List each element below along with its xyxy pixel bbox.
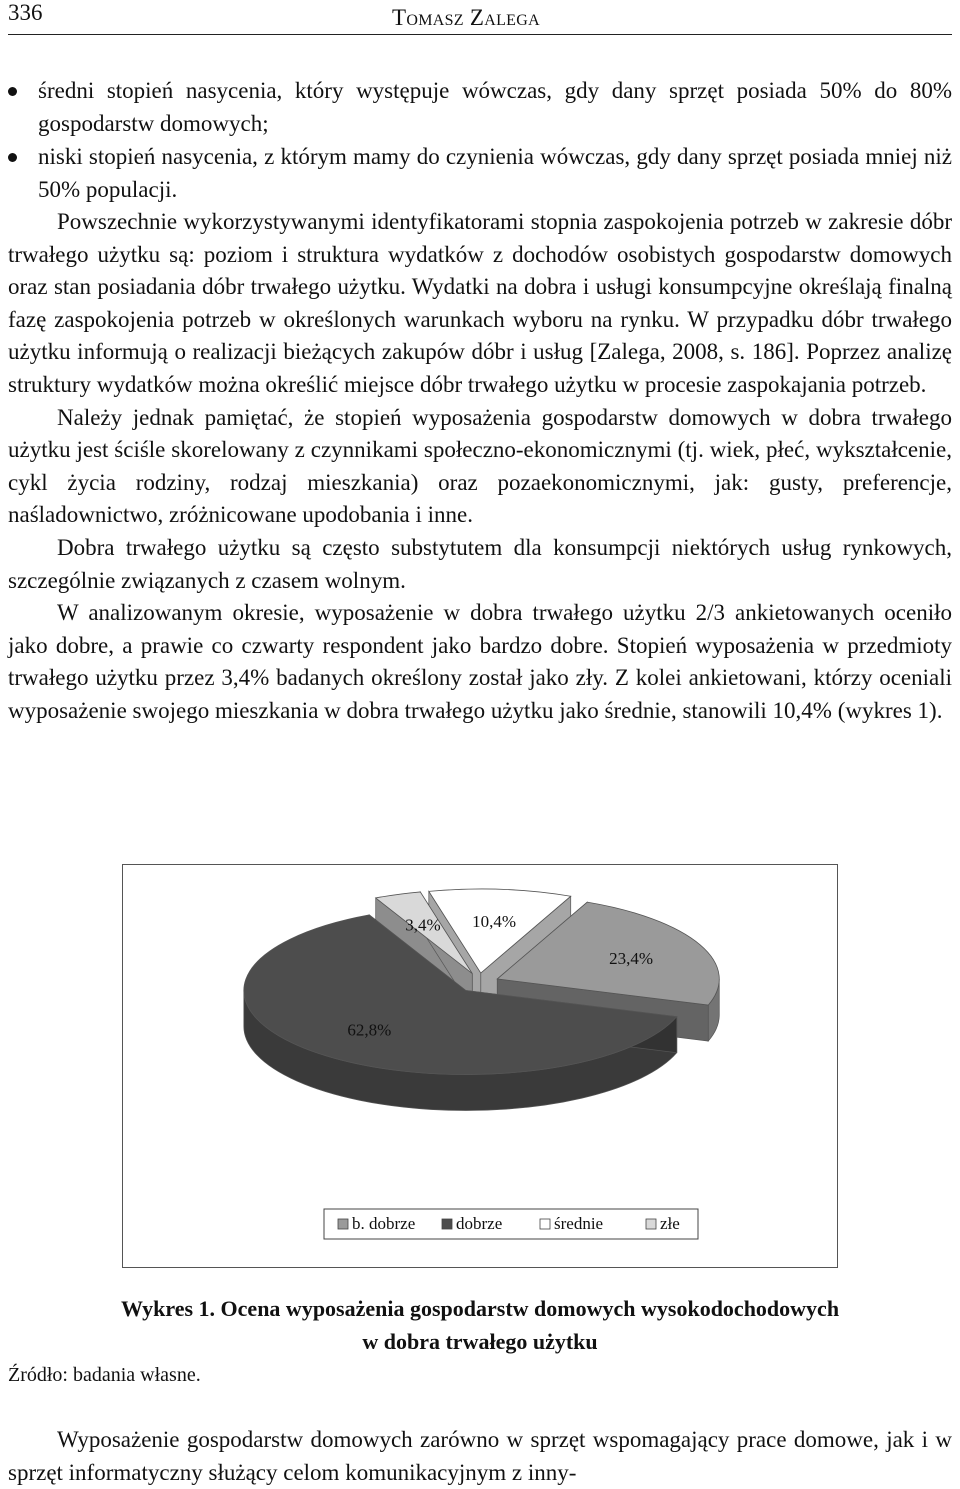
paragraph: Wyposażenie gospodarstw domowych zarówno w sprzęt wspomagający prace domowe, jak i w sprzęt informatyczny służący celom komunikacyjnym z inny- [8, 1427, 952, 1485]
pie-data-label: 62,8% [347, 1020, 392, 1040]
bullet-list [8, 74, 952, 206]
bullet-icon [8, 153, 17, 162]
paragraph: Powszechnie wykorzystywanymi identyfikatorami stopnia zaspokojenia potrzeb w zakresie dóbr trwałego użytku są: poziom i struktura wydatków z dochodów osobistych gospodarstw domowych oraz stan posiadania dóbr trwałego użytku. Wydatki na dobra i usługi konsumpcyjne określają finalną fazę zaspokojenia potrzeb w określonych warunkach wyboru na rynku. W przypadku dóbr trwałego użytku informują o realizacji bieżących zakupów dóbr i usług [Zalega, 2008, s. 186]. Poprzez analizę struktury wydatków można określić miejsce dóbr trwałego użytku w procesie zaspokajania potrzeb. [8, 209, 952, 397]
legend-swatch [646, 1219, 656, 1229]
legend-entry: złe [660, 1214, 680, 1233]
page-number: 336 [8, 0, 43, 25]
pie-data-label: 10,4% [472, 912, 516, 932]
caption-line: w dobra trwałego użytku [362, 1329, 598, 1354]
paragraph: Dobra trwałego użytku są często substytutem dla konsumpcji niektórych usług rynkowych, szczególnie związanych z czasem wolnym. [8, 534, 952, 593]
caption-line: Wykres 1. Ocena wyposażenia gospodarstw domowych wysokodochodowych [120, 1296, 840, 1321]
pie-data-label: 23,4% [609, 948, 654, 968]
body-text [8, 74, 952, 728]
legend-entry: dobrze [456, 1214, 503, 1233]
paragraph: Należy jednak pamiętać, że stopień wyposażenia gospodarstw domowych w dobra trwałego użytku jest ściśle skorelowany z czynnikami społeczno-ekonomicznymi (tj. wiek, płeć, wykształcenie, cykl życia rodziny, rodzaj mieszkania) oraz pozaekonomicznymi, jak: gusty, preferencje, naśladownictwo, zróżnicowane upodobania i inne. [8, 404, 952, 528]
bullet-text: średni stopień nasycenia, który występuje wówczas, gdy dany sprzęt posiada 50% do 80% gospodarstw domowych; [38, 78, 952, 136]
list-item [8, 74, 952, 140]
bullet-icon [8, 87, 17, 96]
legend-swatch [338, 1219, 348, 1229]
bullet-text: niski stopień nasycenia, z którym mamy do czynienia wówczas, gdy dany sprzęt posiada mniej niż 50% populacji. [38, 144, 952, 202]
legend-entry: b. dobrze [352, 1214, 416, 1233]
pie-chart-svg [123, 865, 837, 1267]
page-header [8, 0, 952, 35]
paragraph: W analizowanym okresie, wyposażenie w dobra trwałego użytku 2/3 ankietowanych oceniło jako dobre, a prawie co czwarty respondent jako bardzo dobre. Stopień wyposażenia w przedmioty trwałego użytku przez 3,4% badanych określony został jako zły. Z kolei ankietowani, którzy oceniali wyposażenie swojego mieszkania w dobra trwałego użytku jako średnie, stanowili 10,4% (wykres 1). [8, 600, 952, 723]
pie-data-label: 3,4% [405, 915, 441, 935]
pie-chart [122, 864, 838, 1268]
next-paragraph [8, 1424, 952, 1489]
legend-swatch [540, 1219, 550, 1229]
legend-entry: średnie [554, 1214, 604, 1233]
list-item [8, 140, 952, 206]
figure-caption [40, 1292, 920, 1358]
legend-swatch [442, 1219, 452, 1229]
figure-source: Źródło: badania własne. [8, 1364, 201, 1386]
running-title: Tomasz Zalega [392, 5, 540, 30]
